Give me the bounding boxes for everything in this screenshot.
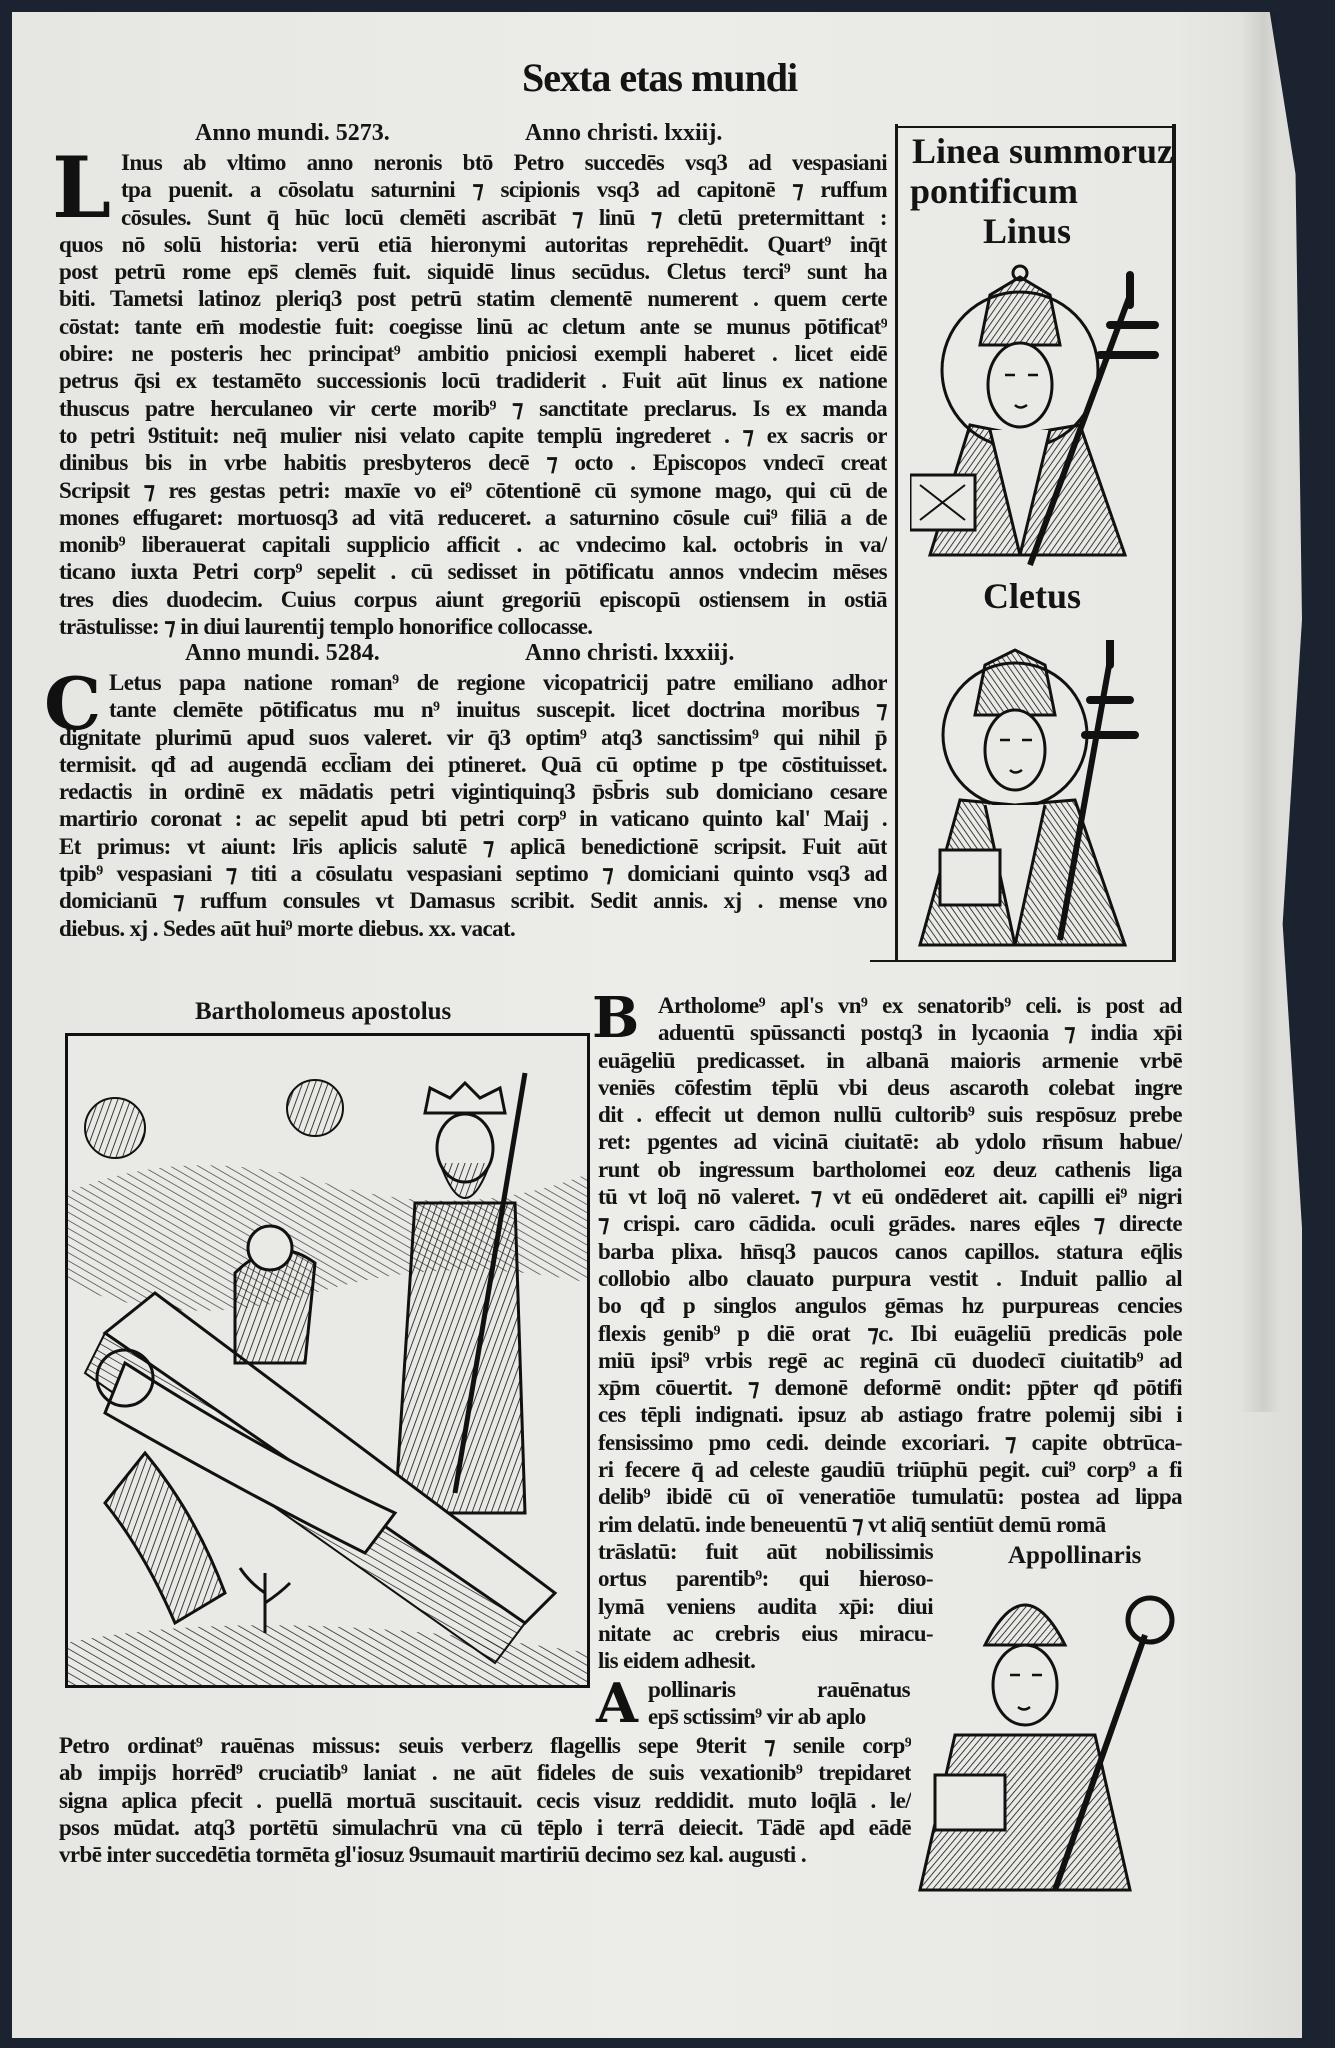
text-line: tres dies duodecim. Cuius corpus aiunt gregoriū episcopū ostiensem in ostiā — [59, 586, 887, 612]
drop-cap: A — [596, 1671, 638, 1735]
text-line: eps̄ sctissim⁹ vir ab aplo — [648, 1704, 866, 1730]
text-line: nitate ac crebris eius miracu- — [598, 1620, 933, 1646]
pontiff-heading-line1: Linea summoruz — [912, 131, 1173, 171]
drop-cap: C — [44, 661, 102, 746]
text-line: tpib⁹ vespasiani ⁊ titi a cōsulatu vespasiani septimo ⁊ domiciani quinto vsq3 ad — [59, 861, 887, 887]
text-line: redactis in ordinē ex mādatis petri vigintiquinq3 p̄sb̄ris sub domiciano cesare — [59, 779, 887, 805]
pope-name-linus: Linus — [983, 211, 1072, 251]
text-line: ortus parentib⁹: qui hieroso- — [598, 1566, 933, 1592]
text-line: obire: ne posteris hec principat⁹ ambitio pniciosi exempli haberet . licet eidē — [59, 341, 887, 367]
text-line: Et primus: vt aiunt: lr̄is aplicis salutē ⁊ aplicā benedictionē scripsit. Fuit aūt — [59, 833, 887, 859]
text-line: aduentū spūssancti postq3 in lycaonia ⁊ india xp̄i — [658, 1020, 1182, 1046]
text-line: fensissimo pmo cedi. deinde excoriari. ⁊ capite obtrūca- — [598, 1429, 1182, 1455]
text-line: post petrū rome eps̄ clemēs fuit. siquidē linus secūdus. Cletus terci⁹ sunt ha — [59, 259, 887, 285]
text-line: ret: pgentes ad vicinā ciuitatē: ab ydolo rn̄sum habue/ — [598, 1129, 1182, 1155]
text-line: Inus ab vltimo anno neronis btō Petro succedēs vsq3 ad vespasiani — [121, 150, 887, 175]
text-line: thuscus patre herculaneo vir certe morib⁹ ⁊ sanctitate preclarus. Is ex manda — [59, 395, 887, 421]
text-line: diebus. xj . Sedes aūt hui⁹ morte diebus. xx. vacat. — [59, 915, 516, 941]
page-title: Sexta etas mundi — [522, 55, 798, 100]
text-line: to petri 9stituit: neq̄ mulier nisi velato capite templū ingrederet . ⁊ ex sacris or — [59, 422, 887, 448]
text-line: psos mūdat. atq3 portētū simulachrū vna cū tēplo i terrā deiecit. Tādē apd eādē — [59, 1814, 911, 1840]
text-line: signa aplica pfecit . puellā mortuā suscitauit. cecis visuz reddidit. muto loq̄lā . le/ — [59, 1787, 911, 1813]
apollinaris-text — [59, 1732, 911, 1868]
anno-mundi-heading: Anno mundi. 5284. — [185, 640, 380, 666]
apollinaris-caption: Appollinaris — [1008, 1542, 1142, 1569]
text-line: lis eidem adhesit. — [598, 1648, 756, 1674]
anno-christi-heading: Anno christi. lxxiij. — [525, 120, 723, 146]
text-line: quos nō solū historia: verū etiā hieronymi autoritas reprehēdit. Quart⁹ inq̄t — [59, 231, 887, 257]
drop-cap: B — [592, 985, 640, 1051]
text-line: mones effugaret: mortuosq3 ad vitā reduceret. a saturnino cōsule cui⁹ filiā a de — [59, 504, 887, 530]
bartholomew-text-narrow — [598, 1538, 933, 1674]
box-border-right — [1172, 124, 1176, 962]
woodcut-caption: Bartholomeus apostolus — [195, 998, 452, 1025]
text-line: vrbē inter succedētia tormēta gl'iosuz 9sumauit martiriū decimo sez kal. augusti . — [59, 1842, 806, 1868]
cletus-portrait-woodcut — [910, 640, 1170, 955]
text-line: runt ob ingressum bartholomei eoz deuz cathenis liga — [598, 1156, 1182, 1182]
text-line: monib⁹ liberauerat capitali supplicio afficit . ac vndecimo kal. octobris in va/ — [59, 532, 887, 558]
page-fold-shadow — [1240, 12, 1280, 1412]
apollinaris-text-intro — [648, 1676, 910, 1731]
text-line: martirio coronat : ac sepelit apud bti petri corp⁹ in vaticano quinto kal' Maij . — [59, 806, 887, 832]
text-line: flexis genib⁹ p diē orat ⁊c. Ibi euāgeliū predicās pole — [598, 1320, 1182, 1346]
text-line: Letus papa natione roman⁹ de regione vicopatricij patre emiliano adhor — [109, 670, 887, 695]
text-line: ab impijs horrēd⁹ cruciatib⁹ laniat . ne aūt fideles de suis vexationib⁹ trepidaret — [59, 1760, 911, 1786]
text-line: barba plixa. hn̄sq3 paucos canos capillos. statura eq̄lis — [598, 1238, 1182, 1264]
text-line: dit . effecit ut demon nullū cultorib⁹ suis respōsuz prebe — [598, 1102, 1182, 1128]
text-line: tpa puenit. a cōsolatu saturnini ⁊ scipionis vsq3 ad capitonē ⁊ ruffum — [121, 177, 887, 203]
text-line: bo qđ p singlos angulos gēmas hz purpureas cencies — [598, 1293, 1182, 1319]
box-border-top — [895, 126, 1175, 128]
bartholomew-martyrdom-woodcut — [65, 1033, 590, 1688]
text-line: delib⁹ ibidē cū oī veneratiōe tumulatū: postea ad lippa — [598, 1484, 1182, 1510]
cletus-text — [59, 669, 887, 942]
text-line: pollinaris rauēnatus — [648, 1677, 910, 1702]
text-line: trāslatū: fuit aūt nobilissimis — [598, 1539, 933, 1564]
text-line: euāgeliū predicasset. in albanā maioris armenie vrbē — [598, 1047, 1182, 1073]
anno-christi-heading: Anno christi. lxxxiij. — [525, 640, 735, 666]
text-line: termisit. qđ ad augendā eccl̄iam dei ptineret. Quā cū optime p tpe cōstituisset. — [59, 751, 887, 777]
text-line: tū vt loq̄ nō valeret. ⁊ vt eū ondēderet ait. capilli ei⁹ nigri — [598, 1184, 1182, 1210]
linus-portrait-woodcut — [910, 255, 1170, 570]
anno-mundi-heading: Anno mundi. 5273. — [195, 120, 390, 146]
text-line: xp̄m cōuertit. ⁊ demonē deformē ondit: pp̄ter qđ pōtifi — [598, 1375, 1182, 1401]
text-line: domicianū ⁊ ruffum consules vt Damasus scribit. Sedit annis. xj . mense vno — [59, 888, 887, 914]
text-line: collobio albo clauato purpura vestit . Induit pallio al — [598, 1265, 1182, 1291]
text-line: dignitate plurimū apud suos valeret. vir q̄3 optim⁹ atq3 sanctissim⁹ qui nihil p̄ — [59, 724, 887, 750]
text-line: biti. Tametsi latinoz pleriq3 post petrū statim clementē numerent . quem certe — [59, 286, 887, 312]
text-line: Artholome⁹ apl's vn⁹ ex senatorib⁹ celi. is post ad — [658, 993, 1182, 1018]
drop-cap: L — [52, 138, 112, 237]
apollinaris-portrait-woodcut — [915, 1575, 1180, 1895]
text-line: Scripsit ⁊ res gestas petri: maxīe vo ei⁹ cōtentionē cū symone mago, qui cū de — [59, 477, 887, 503]
text-line: cōsules. Sunt q̄ hūc locū clemēti ascribāt ⁊ linū ⁊ cletū pretermittant : — [121, 204, 887, 230]
text-line: Petro ordinat⁹ rauēnas missus: seuis verberz flagellis sepe 9terit ⁊ senile corp⁹ — [59, 1733, 911, 1758]
text-line: ticano iuxta Petri corp⁹ sepelit . cū sedisset in pōtificatu annos vndecim mēses — [59, 559, 887, 585]
text-line: miū ipsi⁹ vrbis regē ac reginā cū duodecī ciuitatib⁹ ad — [598, 1347, 1182, 1373]
text-line: dinibus bis in vrbe habitis presbyteros decē ⁊ octo . Episcopos vndecī creat — [59, 450, 887, 476]
text-line: lymā veniens audita xp̄i: diui — [598, 1593, 933, 1619]
text-line: veniēs cōfestim tēplū vbi deus ascaroth colebat ingre — [598, 1074, 1182, 1100]
pontiff-heading-line2: pontificum — [910, 171, 1079, 211]
bartholomew-text — [598, 992, 1182, 1538]
text-line: cōstat: tante em̄ modestie fuit: coegisse linū ac cletum ante se munus pōtificat⁹ — [59, 313, 887, 339]
text-line: petrus q̄si ex testamēto successionis locū tradiderit . Fuit aūt linus ex natione — [59, 368, 887, 394]
text-line: trāstulisse: ⁊ in diui laurentij templo honorifice collocasse. — [59, 614, 593, 640]
box-border-left — [895, 124, 898, 962]
text-line: ri fecere q̄ ad celeste gaudiū triūphū pegit. cui⁹ corp⁹ a fi — [598, 1457, 1182, 1483]
text-line: ces tēpli indignati. ipsuz ab astiago fratre polemij sibi i — [598, 1402, 1182, 1428]
text-line: ⁊ crispi. caro cādida. oculi grādes. nares eq̄les ⁊ directe — [598, 1211, 1182, 1237]
linus-text — [59, 149, 887, 640]
box-border-bottom — [870, 960, 1176, 962]
pope-name-cletus: Cletus — [983, 576, 1081, 616]
text-line: tante clemēte pōtificatus mu n⁹ inuitus suscepit. licet doctrina moribus ⁊ — [109, 697, 887, 723]
text-line: rim delatū. inde beneuentū ⁊ vt aliq̄ sentiūt demū romā — [598, 1511, 1106, 1537]
